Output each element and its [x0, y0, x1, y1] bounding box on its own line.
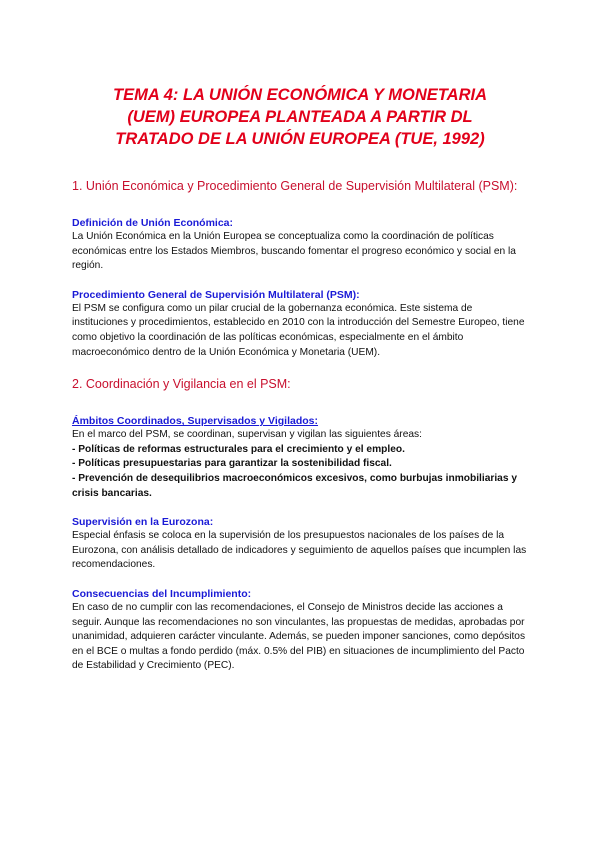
section-2-heading: 2. Coordinación y Vigilancia en el PSM:: [72, 377, 291, 392]
title-line-3: TRATADO DE LA UNIÓN EUROPEA (TUE, 1992): [115, 130, 485, 148]
ambitos-item: - Políticas presupuestarias para garantizar la sostenibilidad fiscal.: [72, 458, 392, 470]
consecuencias-text: En caso de no cumplir con las recomendaciones, el Consejo de Ministros decide las acciones a seguir. Aunque las recomendaciones no son vinculantes, las propuestas de medidas, aprobadas por unanimidad, adquieren carácter vinculante. Además, se pueden imponer sanciones, como depósitos en el BCE o multas a fondo perdido (máx. 0.5% del PIB) en situaciones de incumplimiento del Pacto de Estabilidad y Crecimiento (PEC).: [72, 601, 526, 672]
ambitos-heading: Ámbitos Coordinados, Supervisados y Vigilados:: [72, 415, 319, 428]
eurozona-heading: Supervisión en la Eurozona:: [72, 516, 214, 529]
definicion-text: La Unión Económica en la Unión Europea se conceptualiza como la coordinación de políticas económicas entre los Estados Miembros, buscando fomentar el progreso económico y social en la región.: [72, 231, 516, 272]
eurozona-text: Especial énfasis se coloca en la supervisión de los presupuestos nacionales de los países de la Eurozona, con análisis detallado de indicadores y seguimiento de aquellos países que incumplen las recomendaciones.: [72, 530, 527, 571]
section-1-heading: 1. Unión Económica y Procedimiento General de Supervisión Multilateral (PSM):: [72, 179, 518, 193]
psm-heading: Procedimiento General de Supervisión Multilateral (PSM):: [72, 288, 360, 301]
title-line-2: (UEM) EUROPEA PLANTEADA A PARTIR DL: [127, 108, 473, 126]
consecuencias-heading: Consecuencias del Incumplimiento:: [72, 587, 252, 600]
psm-text: El PSM se configura como un pilar crucial de la gobernanza económica. Este sistema de instituciones y procedimientos, establecido en 2010 con la introducción del Semestre Europeo, tiene como objetivo la coordinación de las políticas económicas, especialmente en el ámbito macroeconómico dentro de la Unión Económica y Monetaria (UEM).: [72, 302, 525, 358]
ambitos-item: - Prevención de desequilibrios macroeconómicos excesivos, como burbujas inmobiliarias y crisis bancarias.: [72, 472, 518, 499]
document-title: [72, 84, 528, 150]
title-line-1: TEMA 4: LA UNIÓN ECONÓMICA Y MONETARIA: [112, 86, 487, 104]
ambitos-item: - Políticas de reformas estructurales para el crecimiento y el empleo.: [72, 443, 405, 455]
ambitos-intro: En el marco del PSM, se coordinan, supervisan y vigilan las siguientes áreas:: [72, 429, 422, 441]
definicion-heading: Definición de Unión Económica:: [72, 217, 234, 229]
